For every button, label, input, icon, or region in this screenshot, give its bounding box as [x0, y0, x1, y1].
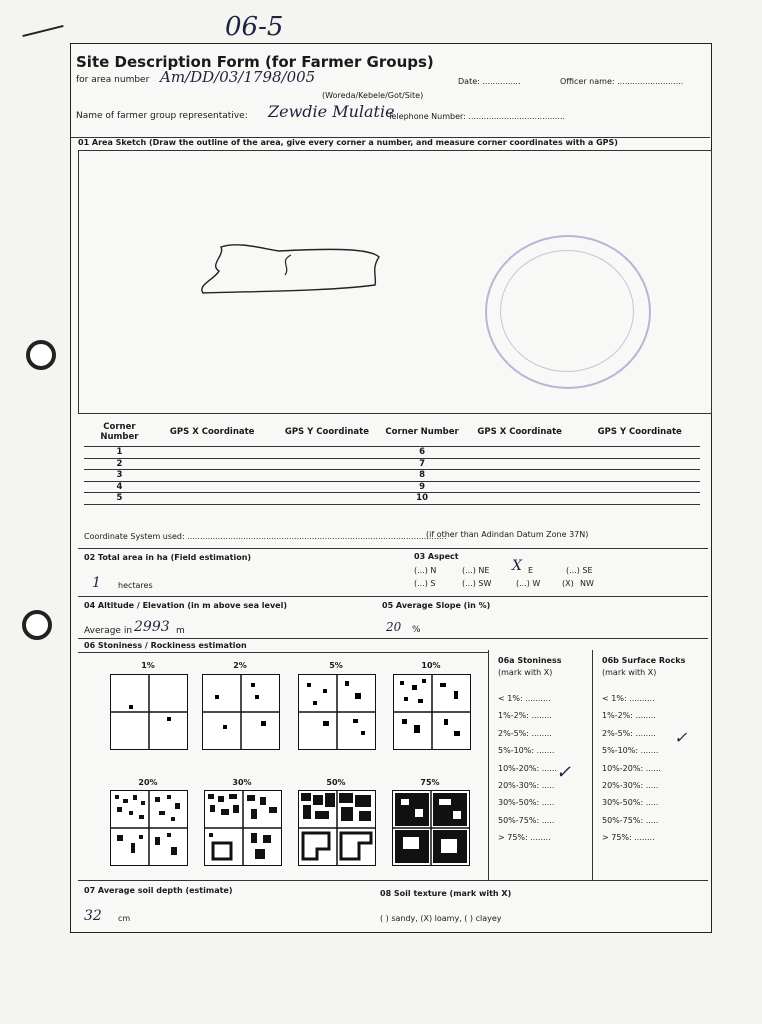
- gps-y-cell[interactable]: [579, 481, 700, 493]
- pct-label: 5%: [329, 661, 343, 670]
- rep-value[interactable]: Zewdie Mulatie: [268, 102, 395, 121]
- th-x-left: GPS X Coordinate: [155, 418, 270, 447]
- gps-x-cell[interactable]: [460, 493, 580, 505]
- rock-option[interactable]: 1%-2%: ........: [602, 711, 656, 721]
- gps-y-cell[interactable]: [270, 470, 385, 482]
- sec04-label: 04 Altitude / Elevation (in m above sea level): [84, 601, 287, 610]
- corner-number: 10: [384, 493, 460, 505]
- stoniness-option[interactable]: 30%-50%: .....: [498, 798, 555, 808]
- table-row: [84, 458, 700, 470]
- sketch-mark: [285, 255, 291, 275]
- aspect-ne[interactable]: (...) NE: [462, 566, 490, 575]
- gps-x-cell[interactable]: [460, 470, 580, 482]
- soil-depth-unit: cm: [118, 914, 131, 923]
- altitude-prefix: Average in: [84, 626, 133, 636]
- divider: [78, 880, 708, 881]
- pct-label: 20%: [138, 778, 158, 787]
- gps-x-cell[interactable]: [155, 458, 270, 470]
- rock-option[interactable]: < 1%: ..........: [602, 694, 655, 703]
- corner-number: 5: [84, 493, 155, 505]
- official-stamp-inner: [500, 250, 634, 372]
- sec07-label: 07 Average soil depth (estimate): [84, 886, 233, 895]
- th-y-left: GPS Y Coordinate: [270, 418, 385, 447]
- aspect-nw[interactable]: NW: [580, 579, 594, 588]
- slope-value[interactable]: 20: [386, 620, 402, 634]
- divider: [78, 548, 708, 549]
- aspect-w[interactable]: (...) W: [516, 579, 541, 588]
- stoniness-chart-2pct: [202, 674, 280, 750]
- table-row: [84, 447, 700, 459]
- stoniness-option[interactable]: > 75%: ........: [498, 833, 551, 843]
- gps-x-cell[interactable]: [460, 458, 580, 470]
- date-label[interactable]: Date: ...............: [458, 77, 521, 86]
- corner-number: 2: [84, 458, 155, 470]
- stoniness-option[interactable]: 2%-5%: ........: [498, 728, 552, 738]
- corner-number: 8: [384, 470, 460, 482]
- stoniness-option[interactable]: < 1%: ..........: [498, 694, 551, 703]
- slope-unit: %: [412, 625, 421, 635]
- corner-number: 7: [384, 458, 460, 470]
- stoniness-option[interactable]: 10%-20%: ......: [498, 763, 557, 773]
- sec05-label: 05 Average Slope (in %): [382, 601, 491, 610]
- corner-number: 1: [84, 447, 155, 459]
- stoniness-chart-1pct: [110, 674, 188, 750]
- stoniness-checkmark: ✓: [556, 762, 572, 783]
- sec08-label: 08 Soil texture (mark with X): [380, 889, 512, 898]
- gps-y-cell[interactable]: [270, 493, 385, 505]
- pen-stroke: [22, 25, 63, 37]
- vline-6b: [592, 650, 593, 880]
- gps-y-cell[interactable]: [270, 481, 385, 493]
- aspect-se[interactable]: (...) SE: [566, 566, 593, 575]
- surface-rock-options: [602, 690, 661, 847]
- sec02-label: 02 Total area in ha (Field estimation): [84, 553, 252, 562]
- officer-label[interactable]: Officer name: ..........................: [560, 77, 684, 86]
- gps-y-cell[interactable]: [270, 447, 385, 459]
- vline-6a: [488, 650, 489, 880]
- th-corner-left: Corner Number: [84, 418, 155, 447]
- gps-x-cell[interactable]: [155, 493, 270, 505]
- sec03-label: 03 Aspect: [414, 552, 459, 561]
- aspect-sw[interactable]: (...) SW: [462, 579, 492, 588]
- rock-option[interactable]: 30%-50%: .....: [602, 798, 659, 808]
- table-row: [84, 481, 700, 493]
- stoniness-chart-75pct: [392, 790, 470, 866]
- col6b-title: 06b Surface Rocks: [602, 656, 686, 665]
- corner-number: 6: [384, 447, 460, 459]
- sec01-label: 01 Area Sketch (Draw the outline of the area, give every corner a number, and measure corner coordinates with a GPS): [78, 138, 618, 147]
- binder-hole-bottom: [22, 610, 52, 640]
- soil-depth-value[interactable]: 32: [84, 908, 102, 924]
- col6b-sub: (mark with X): [602, 668, 657, 677]
- divider: [78, 638, 708, 639]
- coord-system-label[interactable]: Coordinate System used: ......................................................................................................: [84, 532, 447, 541]
- stoniness-option[interactable]: 50%-75%: .....: [498, 815, 555, 825]
- stoniness-options: [498, 690, 557, 847]
- rock-option[interactable]: 50%-75%: .....: [602, 815, 659, 825]
- corner-number: 3: [84, 470, 155, 482]
- sec06-label: 06 Stoniness / Rockiness estimation: [84, 641, 247, 650]
- top-handwritten-note: 06-5: [225, 12, 284, 42]
- pct-label: 30%: [232, 778, 252, 787]
- total-area-value[interactable]: 1: [92, 575, 101, 591]
- altitude-value[interactable]: 2993: [134, 619, 170, 635]
- gps-y-cell[interactable]: [579, 447, 700, 459]
- rock-option[interactable]: 2%-5%: ........: [602, 728, 656, 738]
- gps-x-cell[interactable]: [155, 447, 270, 459]
- pct-label: 10%: [421, 661, 441, 670]
- rock-checkmark: ✓: [674, 728, 688, 747]
- binder-hole-top: [26, 340, 56, 370]
- th-y-right: GPS Y Coordinate: [579, 418, 700, 447]
- divider: [78, 596, 708, 597]
- aspect-s[interactable]: (...) S: [414, 579, 436, 588]
- divider: [78, 652, 488, 653]
- gps-y-cell[interactable]: [270, 458, 385, 470]
- gps-y-cell[interactable]: [579, 493, 700, 505]
- gps-coordinate-table: [84, 418, 700, 505]
- phone-label[interactable]: Telephone Number: ......................................: [388, 112, 566, 121]
- total-area-unit: hectares: [118, 581, 153, 590]
- rock-option[interactable]: 10%-20%: ......: [602, 763, 661, 773]
- stoniness-option[interactable]: 20%-30%: .....: [498, 781, 555, 791]
- form-title: Site Description Form (for Farmer Groups): [76, 53, 434, 71]
- table-row: [84, 493, 700, 505]
- gps-x-cell[interactable]: [155, 481, 270, 493]
- rock-option[interactable]: 5%-10%: .......: [602, 746, 659, 756]
- gps-y-cell[interactable]: [579, 470, 700, 482]
- col6a-sub: (mark with X): [498, 668, 553, 677]
- altitude-unit: m: [176, 626, 185, 636]
- th-corner-right: Corner Number: [384, 418, 460, 447]
- stoniness-chart-30pct: [204, 790, 282, 866]
- stoniness-chart-20pct: [110, 790, 188, 866]
- sketch-shape: [202, 245, 379, 293]
- gps-x-cell[interactable]: [155, 470, 270, 482]
- pct-label: 75%: [420, 778, 440, 787]
- soil-texture-options[interactable]: ( ) sandy, (X) loamy, ( ) clayey: [380, 914, 502, 923]
- coord-system-note: (if other than Adindan Datum Zone 37N): [426, 530, 589, 539]
- woreda-hint: (Woreda/Kebele/Got/Site): [322, 91, 424, 100]
- aspect-e[interactable]: E: [528, 566, 534, 575]
- area-number-label: for area number: [76, 75, 150, 85]
- rep-label: Name of farmer group representative:: [76, 111, 248, 121]
- aspect-e-mark: X: [512, 558, 522, 574]
- gps-x-cell[interactable]: [460, 481, 580, 493]
- area-number-value[interactable]: Am/DD/03/1798/005: [160, 68, 316, 86]
- stoniness-option[interactable]: 5%-10%: .......: [498, 746, 555, 756]
- corner-number: 9: [384, 481, 460, 493]
- col6a-title: 06a Stoniness: [498, 656, 562, 665]
- stoniness-chart-50pct: [298, 790, 376, 866]
- gps-x-cell[interactable]: [460, 447, 580, 459]
- aspect-n[interactable]: (...) N: [414, 566, 437, 575]
- pct-label: 2%: [233, 661, 247, 670]
- pct-label: 50%: [326, 778, 346, 787]
- aspect-nw-mark: (X): [562, 579, 574, 588]
- table-row: [84, 470, 700, 482]
- stoniness-chart-5pct: [298, 674, 376, 750]
- rock-option[interactable]: 20%-30%: .....: [602, 781, 659, 791]
- th-x-right: GPS X Coordinate: [460, 418, 580, 447]
- corner-number: 4: [84, 481, 155, 493]
- rock-option[interactable]: > 75%: ........: [602, 833, 655, 843]
- pct-label: 1%: [141, 661, 155, 670]
- stoniness-option[interactable]: 1%-2%: ........: [498, 711, 552, 721]
- gps-y-cell[interactable]: [579, 458, 700, 470]
- stoniness-chart-10pct: [393, 674, 471, 750]
